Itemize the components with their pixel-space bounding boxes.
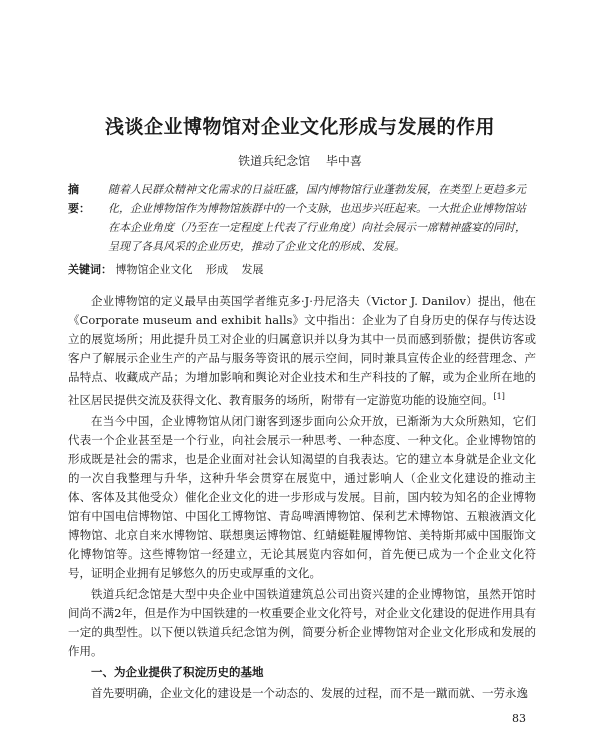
body-paragraph: 首先要明确，企业文化的建设是一个动态的、发展的过程，而不是一蹴而就、一劳永逸	[91, 685, 528, 700]
paragraph-text: 企业博物馆的定义最早由英国学者维克多·J·丹尼洛夫（Victor J. Danilov）提出，他在《Corporate museum and exhibit halls》文中指出：企业为了自身历史的保存与传达设立的展览场所；用此提升员工对企业的归属意识并以身为其中一员而感到骄傲；提供访客或客户了解展示企业生产的产品与服务等资讯的展示空间，同时兼具宣传企业的经营理念、产品特点、收藏成产品；为增加影响和舆论对企业技术和生产科技的了解，或为企业所在地的社区居民提供交流及获得文化、教育服务的场所，附带有一定游览功能的设施空间。	[68, 294, 536, 407]
keyword: 形成	[206, 263, 228, 276]
section-heading: 一、为企业提供了积淀历史的基地	[91, 664, 264, 679]
body-paragraph	[68, 292, 536, 410]
abstract-label: 摘 要：	[68, 183, 90, 215]
abstract-text: 随着人民群众精神文化需求的日益旺盛，国内博物馆行业蓬勃发展，在类型上更趋多元化，企业博物馆作为博物馆族群中的一个支脉，也迅步兴旺起来。一大批企业博物馆站在本企业角度（乃至在一定程度上代表了行业角度）向社会展示一席精神盛宴的同时，呈现了各具风采的企业历史，推动了企业文化的形成、发展。	[108, 183, 526, 253]
footnote-ref: [1]	[493, 392, 505, 401]
keyword: 发展	[241, 263, 264, 276]
body-paragraph: 铁道兵纪念馆是大型中央企业中国铁道建筑总公司出资兴建的企业博物馆，虽然开馆时间尚不满2年，但是作为中国铁建的一枚重要企业文化符号，对企业文化建设的促进作用具有一定的典型性。以下便以铁道兵纪念馆为例，简要分析企业博物馆对企业文化形成和发展的作用。	[68, 586, 536, 658]
page-number: 83	[512, 712, 526, 725]
keywords-label: 关键词：	[68, 263, 112, 276]
author-line	[0, 152, 600, 169]
author-name: 毕中喜	[325, 154, 362, 168]
body-paragraph: 在当今中国，企业博物馆从闭门谢客到逐步面向公众开放，已渐渐为大众所熟知，它们代表一个企业甚至是一个行业，向社会展示一种思考、一种态度、一种文化。企业博物馆的形成既是社会的需求，也是企业面对社会认知渴望的自我表达。它的建立本身就是企业文化的一次自我整理与升华，这种升华会贯穿在展览中，通过影响人（企业文化建设的推动主体、客体及其他受众）催化企业文化的进一步形成与发展。目前，国内较为知名的企业博物馆有中国电信博物馆、中国化工博物馆、青岛啤酒博物馆、保利艺术博物馆、五粮液酒文化博物馆、北京自来水博物馆、联想奥运博物馆、红蜻蜓鞋履博物馆、美特斯邦威中国服饰文化博物馆等。这些博物馆一经建立，无论其展览内容如何，首先便已成为一个企业文化符号，证明企业拥有足够悠久的历史或厚重的文化。	[68, 413, 536, 580]
abstract	[68, 180, 536, 256]
article-body	[68, 292, 536, 705]
article-title: 浅谈企业博物馆对企业文化形成与发展的作用	[104, 116, 495, 138]
keyword: 博物馆企业文化	[115, 263, 193, 276]
author-organization: 铁道兵纪念馆	[238, 154, 311, 168]
keywords	[68, 260, 274, 279]
